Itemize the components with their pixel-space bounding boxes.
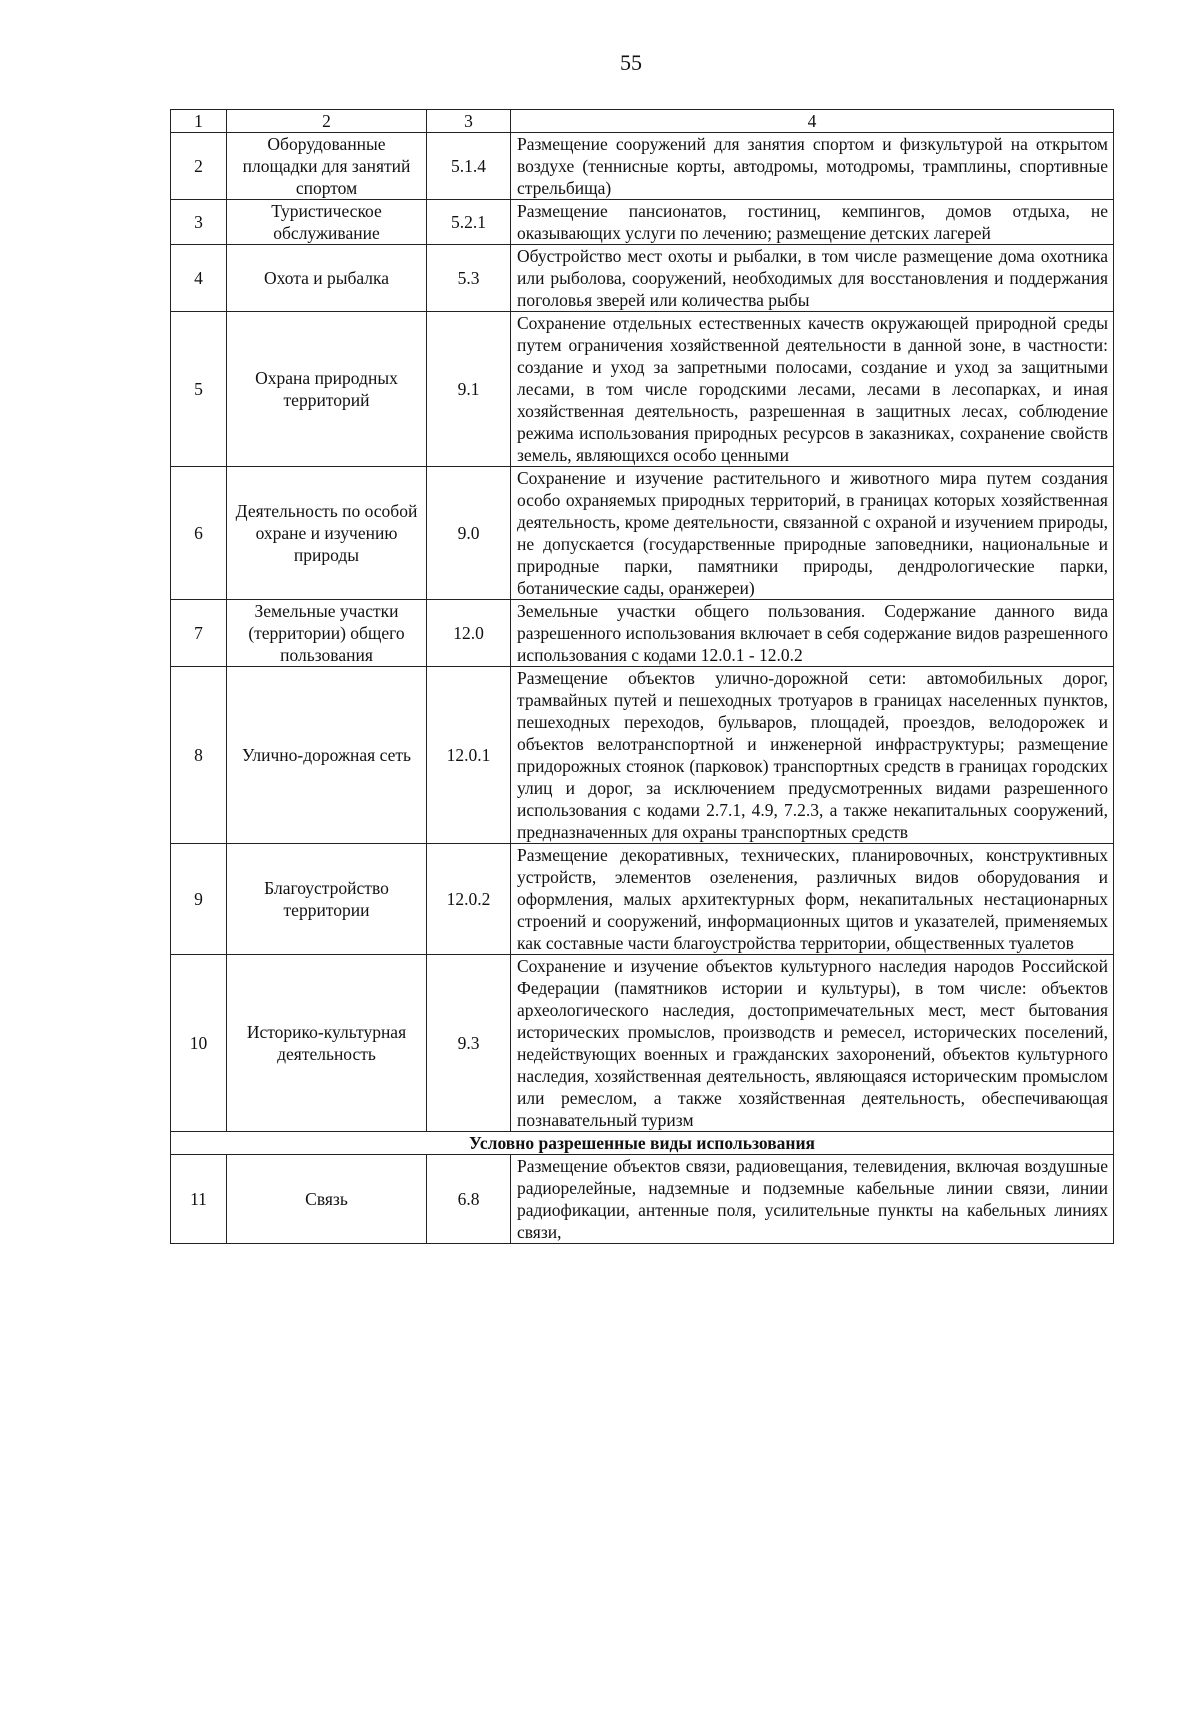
section-row <box>171 1132 1114 1155</box>
use-type-description: Размещение сооружений для занятия спортом и физкультурой на открытом воздухе (теннисные корты, автодромы, мотодромы, трамплины, спортивные стрельбища) <box>511 133 1114 200</box>
use-type-code: 12.0.1 <box>427 667 511 844</box>
use-type-name: Связь <box>227 1155 427 1244</box>
row-number: 10 <box>171 955 227 1132</box>
row-number: 6 <box>171 467 227 600</box>
row-number: 11 <box>171 1155 227 1244</box>
land-use-table <box>170 109 1114 1244</box>
use-type-name: Земельные участки (территории) общего пользования <box>227 600 427 667</box>
use-type-name: Оборудованные площадки для занятий спортом <box>227 133 427 200</box>
use-type-description: Сохранение и изучение растительного и животного мира путем создания особо охраняемых природных территорий, в границах которых хозяйственная деятельность, кроме деятельности, связанной с охраной и изучением природы, не допускается (государственные природные заповедники, национальные и природные парки, памятники природы, дендрологические парки, ботанические сады, оранжереи) <box>511 467 1114 600</box>
page-number: 55 <box>620 50 642 75</box>
table-row <box>171 245 1114 312</box>
use-type-name: Деятельность по особой охране и изучению природы <box>227 467 427 600</box>
row-number: 4 <box>171 245 227 312</box>
use-type-description: Сохранение и изучение объектов культурного наследия народов Российской Федерации (памятников истории и культуры), в том числе: объектов археологического наследия, достопримечательных мест, мест бытования исторических промыслов, производств и ремесел, исторических поселений, недействующих военных и гражданских захоронений, объектов культурного наследия, хозяйственная деятельность, являющаяся историческим промыслом или ремеслом, а также хозяйственная деятельность, обеспечивающая познавательный туризм <box>511 955 1114 1132</box>
use-type-description: Размещение пансионатов, гостиниц, кемпингов, домов отдыха, не оказывающих услуги по лечению; размещение детских лагерей <box>511 200 1114 245</box>
use-type-code: 6.8 <box>427 1155 511 1244</box>
use-type-code: 12.0.2 <box>427 844 511 955</box>
use-type-description: Сохранение отдельных естественных качеств окружающей природной среды путем ограничения хозяйственной деятельности в данной зоне, в частности: создание и уход за запретными полосами, создание и уход за защитными лесами, в том числе городскими лесами, лесами в лесопарках, и иная хозяйственная деятельность, разрешенная в защитных лесах, соблюдение режима использования природных ресурсов в заказниках, сохранение свойств земель, являющихся особо ценными <box>511 312 1114 467</box>
table-row <box>171 844 1114 955</box>
use-type-name: Охрана природных территорий <box>227 312 427 467</box>
row-number: 9 <box>171 844 227 955</box>
use-type-name: Историко-культурная деятельность <box>227 955 427 1132</box>
use-type-code: 9.3 <box>427 955 511 1132</box>
use-type-name: Благоустройство территории <box>227 844 427 955</box>
table-row <box>171 467 1114 600</box>
table-row <box>171 600 1114 667</box>
row-number: 3 <box>171 200 227 245</box>
section-title: Условно разрешенные виды использования <box>171 1132 1114 1155</box>
use-type-description: Размещение объектов улично-дорожной сети: автомобильных дорог, трамвайных путей и пешеходных тротуаров в границах населенных пунктов, пешеходных переходов, бульваров, площадей, проездов, велодорожек и объектов велотранспортной и инженерной инфраструктуры; размещение придорожных стоянок (парковок) транспортных средств в границах городских улиц и дорог, за исключением предусмотренных видами разрешенного использования с кодами 2.7.1, 4.9, 7.2.3, а также некапитальных сооружений, предназначенных для охраны транспортных средств <box>511 667 1114 844</box>
row-number: 8 <box>171 667 227 844</box>
use-type-code: 5.3 <box>427 245 511 312</box>
header-col-2: 2 <box>227 110 427 133</box>
table-header-row <box>171 110 1114 133</box>
use-type-description: Размещение декоративных, технических, планировочных, конструктивных устройств, элементов озеленения, различных видов оборудования и оформления, малых архитектурных форм, некапитальных нестационарных строений и сооружений, информационных щитов и указателей, применяемых как составные части благоустройства территории, общественных туалетов <box>511 844 1114 955</box>
use-type-code: 5.1.4 <box>427 133 511 200</box>
header-col-4: 4 <box>511 110 1114 133</box>
table-row <box>171 1155 1114 1244</box>
row-number: 7 <box>171 600 227 667</box>
row-number: 5 <box>171 312 227 467</box>
table-row <box>171 200 1114 245</box>
use-type-name: Охота и рыбалка <box>227 245 427 312</box>
use-type-code: 5.2.1 <box>427 200 511 245</box>
table-row <box>171 667 1114 844</box>
header-col-1: 1 <box>171 110 227 133</box>
use-type-name: Улично-дорожная сеть <box>227 667 427 844</box>
use-type-code: 12.0 <box>427 600 511 667</box>
use-type-code: 9.1 <box>427 312 511 467</box>
use-type-name: Туристическое обслуживание <box>227 200 427 245</box>
header-col-3: 3 <box>427 110 511 133</box>
use-type-description: Обустройство мест охоты и рыбалки, в том числе размещение дома охотника или рыболова, сооружений, необходимых для восстановления и поддержания поголовья зверей или количества рыбы <box>511 245 1114 312</box>
use-type-description: Земельные участки общего пользования. Содержание данного вида разрешенного использования включает в себя содержание видов разрешенного использования с кодами 12.0.1 - 12.0.2 <box>511 600 1114 667</box>
use-type-code: 9.0 <box>427 467 511 600</box>
table-row <box>171 312 1114 467</box>
table-row <box>171 133 1114 200</box>
row-number: 2 <box>171 133 227 200</box>
use-type-description: Размещение объектов связи, радиовещания, телевидения, включая воздушные радиорелейные, надземные и подземные кабельные линии связи, линии радиофикации, антенные поля, усилительные пункты на кабельных линиях связи, <box>511 1155 1114 1244</box>
table-row <box>171 955 1114 1132</box>
